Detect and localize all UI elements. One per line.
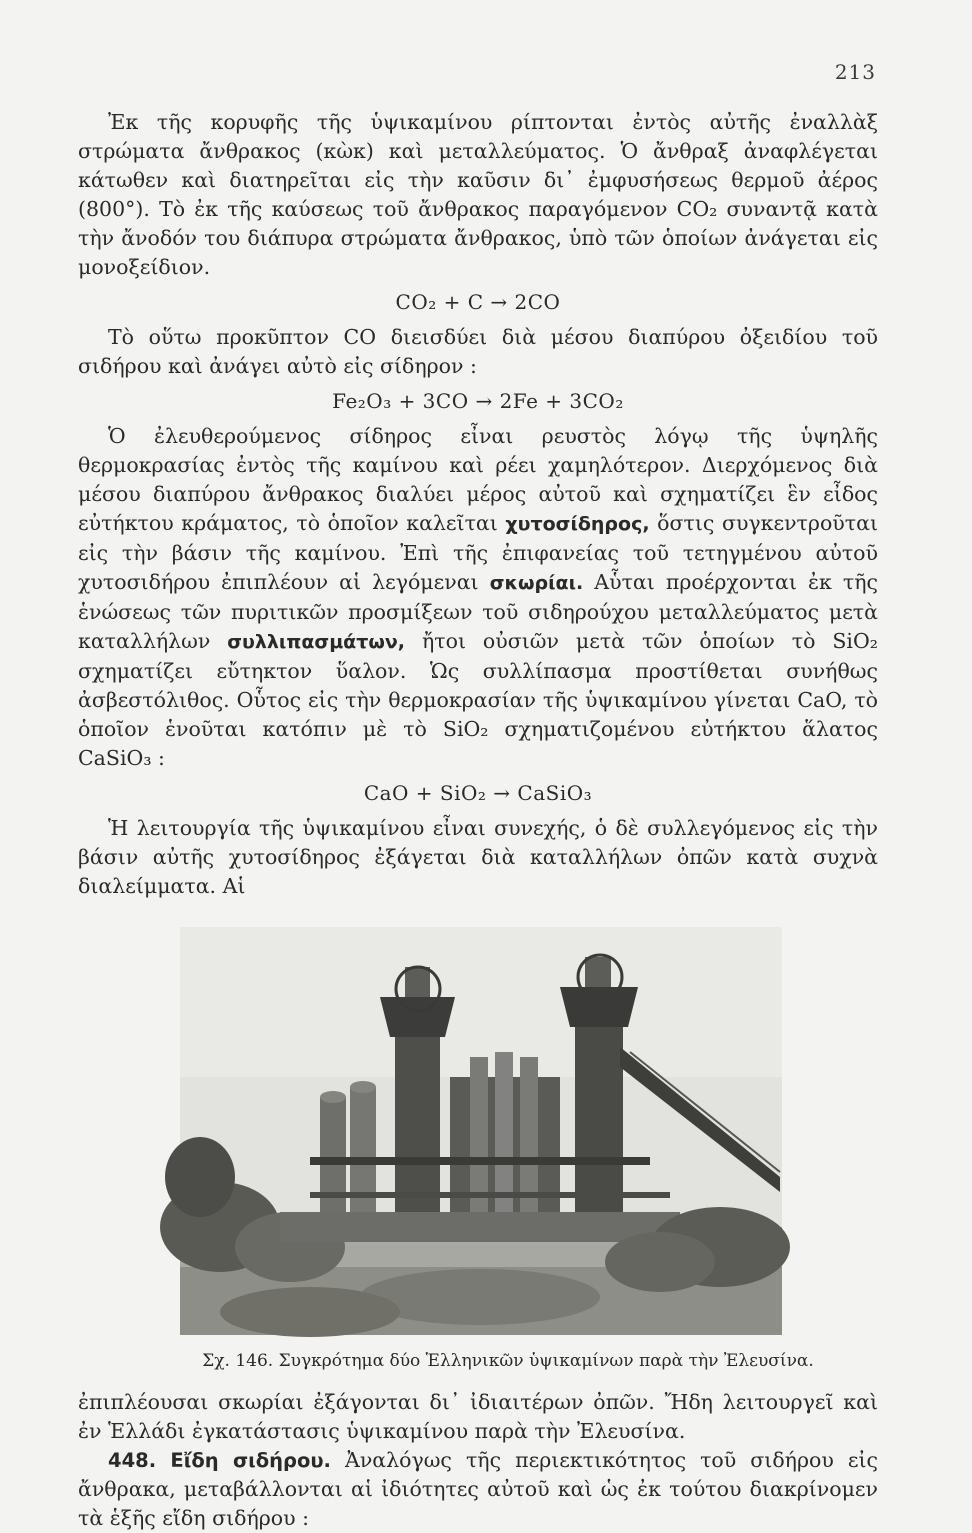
- paragraph-charging: Ἐκ τῆς κορυφῆς τῆς ὑψικαμίνου ρίπτονται ἐντὸς αὐτῆς ἐναλλὰξ στρώματα ἄνθρακος (κὼκ) καὶ μεταλλεύματος. Ὁ ἄνθραξ ἀναφλέγεται κάτωθεν καὶ διατηρεῖται εἰς τὴν καῦσιν δι᾽ ἐμφυσήσεως θερμοῦ ἀέρος (800°). Τὸ ἐκ τῆς καύσεως τοῦ ἄνθρακος παραγόμενον CO₂ συναντᾷ κατὰ τὴν ἄνοδόν του διάπυρα στρώματα ἄνθρακος, ὑπὸ τῶν ὁποίων ἀνάγεται εἰς μονοξείδιον.: [78, 110, 878, 279]
- term-pig-iron: χυτοσίδηρος,: [505, 513, 650, 535]
- term-slag: σκωρίαι.: [489, 572, 584, 594]
- blast-furnace-illustration: [180, 927, 782, 1335]
- paragraph-iron-types: [78, 1446, 878, 1533]
- paragraph-continuous-operation: Ἡ λειτουργία τῆς ὑψικαμίνου εἶναι συνεχής, ὁ δὲ συλλεγόμενος εἰς τὴν βάσιν αὐτῆς χυτοσίδηρος ἐξάγεται διὰ καταλλήλων ὀπῶν κατὰ συχνὰ διαλείμματα. Αἱ: [78, 816, 878, 898]
- page-number: 213: [834, 60, 876, 84]
- paragraph-reduction: Τὸ οὕτω προκῦπτον CO διεισδύει διὰ μέσου διαπύρου ὀξειδίου τοῦ σιδήρου καὶ ἀνάγει αὐτὸ εἰς σίδηρον :: [78, 325, 878, 378]
- paragraph-pig-iron-text-d: ἤτοι οὐσιῶν μετὰ τῶν ὁποίων τὸ SiO₂ σχηματίζει εὔτηκτον ὕαλον. Ὡς συλλίπασμα προστίθεται συνήθως ἀσβεστόλιθος. Οὗτος εἰς τὴν θερμοκρασίαν τῆς ὑψικαμίνου γίνεται CaO, τὸ ὁποῖον ἑνοῦται κατόπιν μὲ τὸ SiO₂ σχηματιζομένου εὐτήκτου ἅλατος CaSiO₃ :: [78, 629, 878, 770]
- paragraph-pig-iron: [78, 422, 878, 773]
- paragraph-iron-types-text: Ἀναλόγως τῆς περιεκτικότητος τοῦ σιδήρου εἰς ἄνθρακα, μεταβάλλονται αἱ ἰδιότητες αὐτοῦ καὶ ὡς ἐκ τούτου διακρίνομεν τὰ ἑξῆς εἴδη σιδήρου :: [78, 1448, 878, 1530]
- equation-slag-formation: CaO + SiO₂ → CaSiO₃: [363, 781, 593, 805]
- figure-caption: Σχ. 146. Συγκρότημα δύο Ἑλληνικῶν ὑψικαμίνων παρὰ τὴν Ἐλευσίνα.: [202, 1351, 814, 1371]
- paragraph-pig-iron-text-c: Αὗται προέρχονται ἐκ τῆς ἑνώσεως τῶν πυριτικῶν προσμίξεων τοῦ σιδηρούχου μεταλλεύματος μετὰ καταλλήλων: [78, 570, 878, 653]
- paragraph-slag-removal: ἐπιπλέουσαι σκωρίαι ἐξάγονται δι᾽ ἰδιαιτέρων ὀπῶν. Ἤδη λειτουργεῖ καὶ ἐν Ἑλλάδι ἐγκατάστασις ὑψικαμίνου παρὰ τὴν Ἐλευσίνα.: [78, 1390, 878, 1443]
- figure-blast-furnaces-photo: [180, 927, 782, 1335]
- paragraph-pig-iron-text-a: Ὁ ἐλευθερούμενος σίδηρος εἶναι ρευστὸς λόγῳ τῆς ὑψηλῆς θερμοκρασίας ἐντὸς τῆς καμίνου καὶ ρέει χαμηλότερον. Διερχόμενος διὰ μέσου διαπύρου ἄνθρακος διαλύει μέρος αὐτοῦ καὶ σχηματίζει ἓν εἶδος εὐτήκτου κράματος, τὸ ὁποῖον καλεῖται: [78, 424, 878, 535]
- page-body: [78, 108, 878, 1533]
- section-title-iron-types: 448. Εἴδη σιδήρου.: [108, 1449, 331, 1472]
- paragraph-pig-iron-text-b: ὅστις συγκεντροῦται εἰς τὴν βάσιν τῆς καμίνου. Ἐπὶ τῆς ἐπιφανείας τοῦ τετηγμένου αὐτοῦ χυτοσιδήρου ἐπιπλέουν αἱ λεγόμεναι: [78, 511, 878, 594]
- equation-co-formation: CO₂ + C → 2CO: [395, 290, 561, 314]
- term-flux: συλλιπασμάτων,: [227, 631, 406, 653]
- equation-iron-reduction: Fe₂O₃ + 3CO → 2Fe + 3CO₂: [332, 389, 624, 413]
